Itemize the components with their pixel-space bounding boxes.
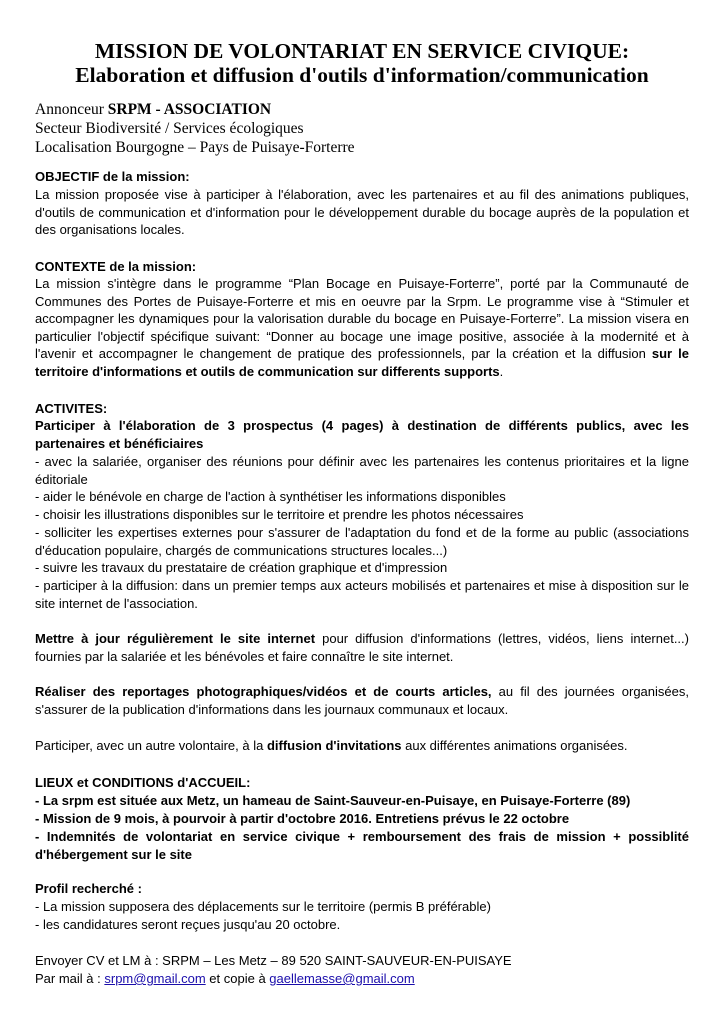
activites-item-5: - suivre les travaux du prestataire de création graphique et d'impression	[35, 560, 448, 575]
contexte-heading: CONTEXTE de la mission:	[35, 259, 197, 274]
annonceur-label: Annonceur	[35, 101, 104, 118]
document-title-line1: MISSION DE VOLONTARIAT EN SERVICE CIVIQUE:	[94, 39, 630, 63]
reportage-bold: Réaliser des reportages photographiques/vidéos et de courts articles,	[35, 684, 492, 699]
activites-item-6: - participer à la diffusion: dans un premier temps aux acteurs mobilisés et partenaires et mise à disposition sur le site internet de l'association.	[35, 578, 689, 611]
reportage-text: au fil des journées organisées, s'assurer de la publication d'informations dans les journaux communaux et locaux.	[35, 684, 689, 717]
invitations-paragraph	[35, 737, 689, 755]
objectif-heading: OBJECTIF de la mission:	[35, 169, 190, 184]
profil-heading: Profil recherché :	[35, 881, 142, 896]
localisation-line: Localisation Bourgogne – Pays de Puisaye-Forterre	[35, 139, 355, 156]
site-internet-bold: Mettre à jour régulièrement le site internet	[35, 631, 316, 646]
lieux-item-1: - La srpm est située aux Metz, un hameau de Saint-Sauveur-en-Puisaye, en Puisaye-Forterre (89)	[35, 793, 631, 808]
annonceur-line	[35, 100, 271, 119]
activites-lead: Participer à l'élaboration de 3 prospectus (4 pages) à destination de différents publics, avec les partenaires et bénéficiaires	[35, 418, 689, 451]
invitations-pre: Participer, avec un autre volontaire, à la	[35, 738, 267, 753]
contexte-text-main: La mission s'intègre dans le programme “Plan Bocage en Puisaye-Forterre”, porté par la Communauté de Communes des Portes de Puisaye-Forterre et mis en oeuvre par la Srpm. Le programme vise à “Stimuler et accompagner les dynamiques pour la valorisation durable du bocage en Puisaye-Forterre”. La mission visera en particulier l'objectif spécifique suivant: “Donner au bocage une image positive, associée à la modernité et à l'avenir et accompagner le changement de pratique des professionnels, par la création et la diffusion	[35, 276, 689, 362]
email-link-gaelle[interactable]: gaellemasse@gmail.com	[269, 971, 415, 986]
contact-address: Envoyer CV et LM à : SRPM – Les Metz – 89 520 SAINT-SAUVEUR-EN-PUISAYE	[35, 953, 512, 968]
document-title-line2: Elaboration et diffusion d'outils d'information/communication	[75, 63, 649, 87]
profil-item-1: - La mission supposera des déplacements sur le territoire (permis B préférable)	[35, 899, 491, 914]
activites-item-2: - aider le bénévole en charge de l'action à synthétiser les informations disponibles	[35, 489, 506, 504]
profil-item-2: - les candidatures seront reçues jusqu'au 20 octobre.	[35, 917, 341, 932]
site-internet-paragraph	[35, 630, 689, 665]
contexte-text-bold: sur le territoire d'informations et outils de communication sur differents supports	[35, 346, 690, 379]
reportage-paragraph	[35, 683, 689, 718]
invitations-post: aux différentes animations organisées.	[401, 738, 628, 753]
objectif-text: La mission proposée vise à participer à l'élaboration, avec les partenaires et au fil des animations publiques, d'outils de communication et d'information pour le développement durable du bocage auprès de la population et des organisations locales.	[35, 187, 689, 238]
activites-item-3: - choisir les illustrations disponibles sur le territoire et prendre les photos nécessaires	[35, 507, 524, 522]
site-internet-text: pour diffusion d'informations (lettres, vidéos, liens internet...) fournies par la salariée et les bénévoles et faire connaître le site internet.	[35, 631, 689, 664]
activites-item-4: - solliciter les expertises externes pour s'assurer de l'adaptation du fond et de la forme au public (associations d'éducation populaire, chargés de communications structures locales...)	[35, 525, 689, 558]
email-link-srpm[interactable]: srpm@gmail.com	[104, 971, 206, 986]
lieux-item-2: - Mission de 9 mois, à pourvoir à partir d'octobre 2016. Entretiens prévus le 22 octobre	[35, 811, 570, 826]
contact-mail-prefix: Par mail à :	[35, 971, 105, 986]
annonceur-value: SRPM - ASSOCIATION	[107, 101, 272, 118]
activites-item-1: - avec la salariée, organiser des réunions pour définir avec les partenaires les contenus prioritaires et la ligne éditoriale	[35, 454, 689, 487]
lieux-heading: LIEUX et CONDITIONS d'ACCUEIL:	[35, 775, 251, 790]
contexte-text	[35, 275, 689, 381]
activites-heading: ACTIVITES:	[35, 401, 108, 416]
contact-mail-mid: et copie à	[205, 971, 270, 986]
contexte-text-end: .	[499, 363, 504, 379]
secteur-line: Secteur Biodiversité / Services écologiques	[35, 120, 304, 137]
contact-mail-line	[35, 970, 689, 988]
lieux-item-3: - Indemnités de volontariat en service civique + remboursement des frais de mission + possiblité d'hébergement sur le site	[35, 829, 689, 862]
invitations-bold: diffusion d'invitations	[266, 738, 402, 753]
